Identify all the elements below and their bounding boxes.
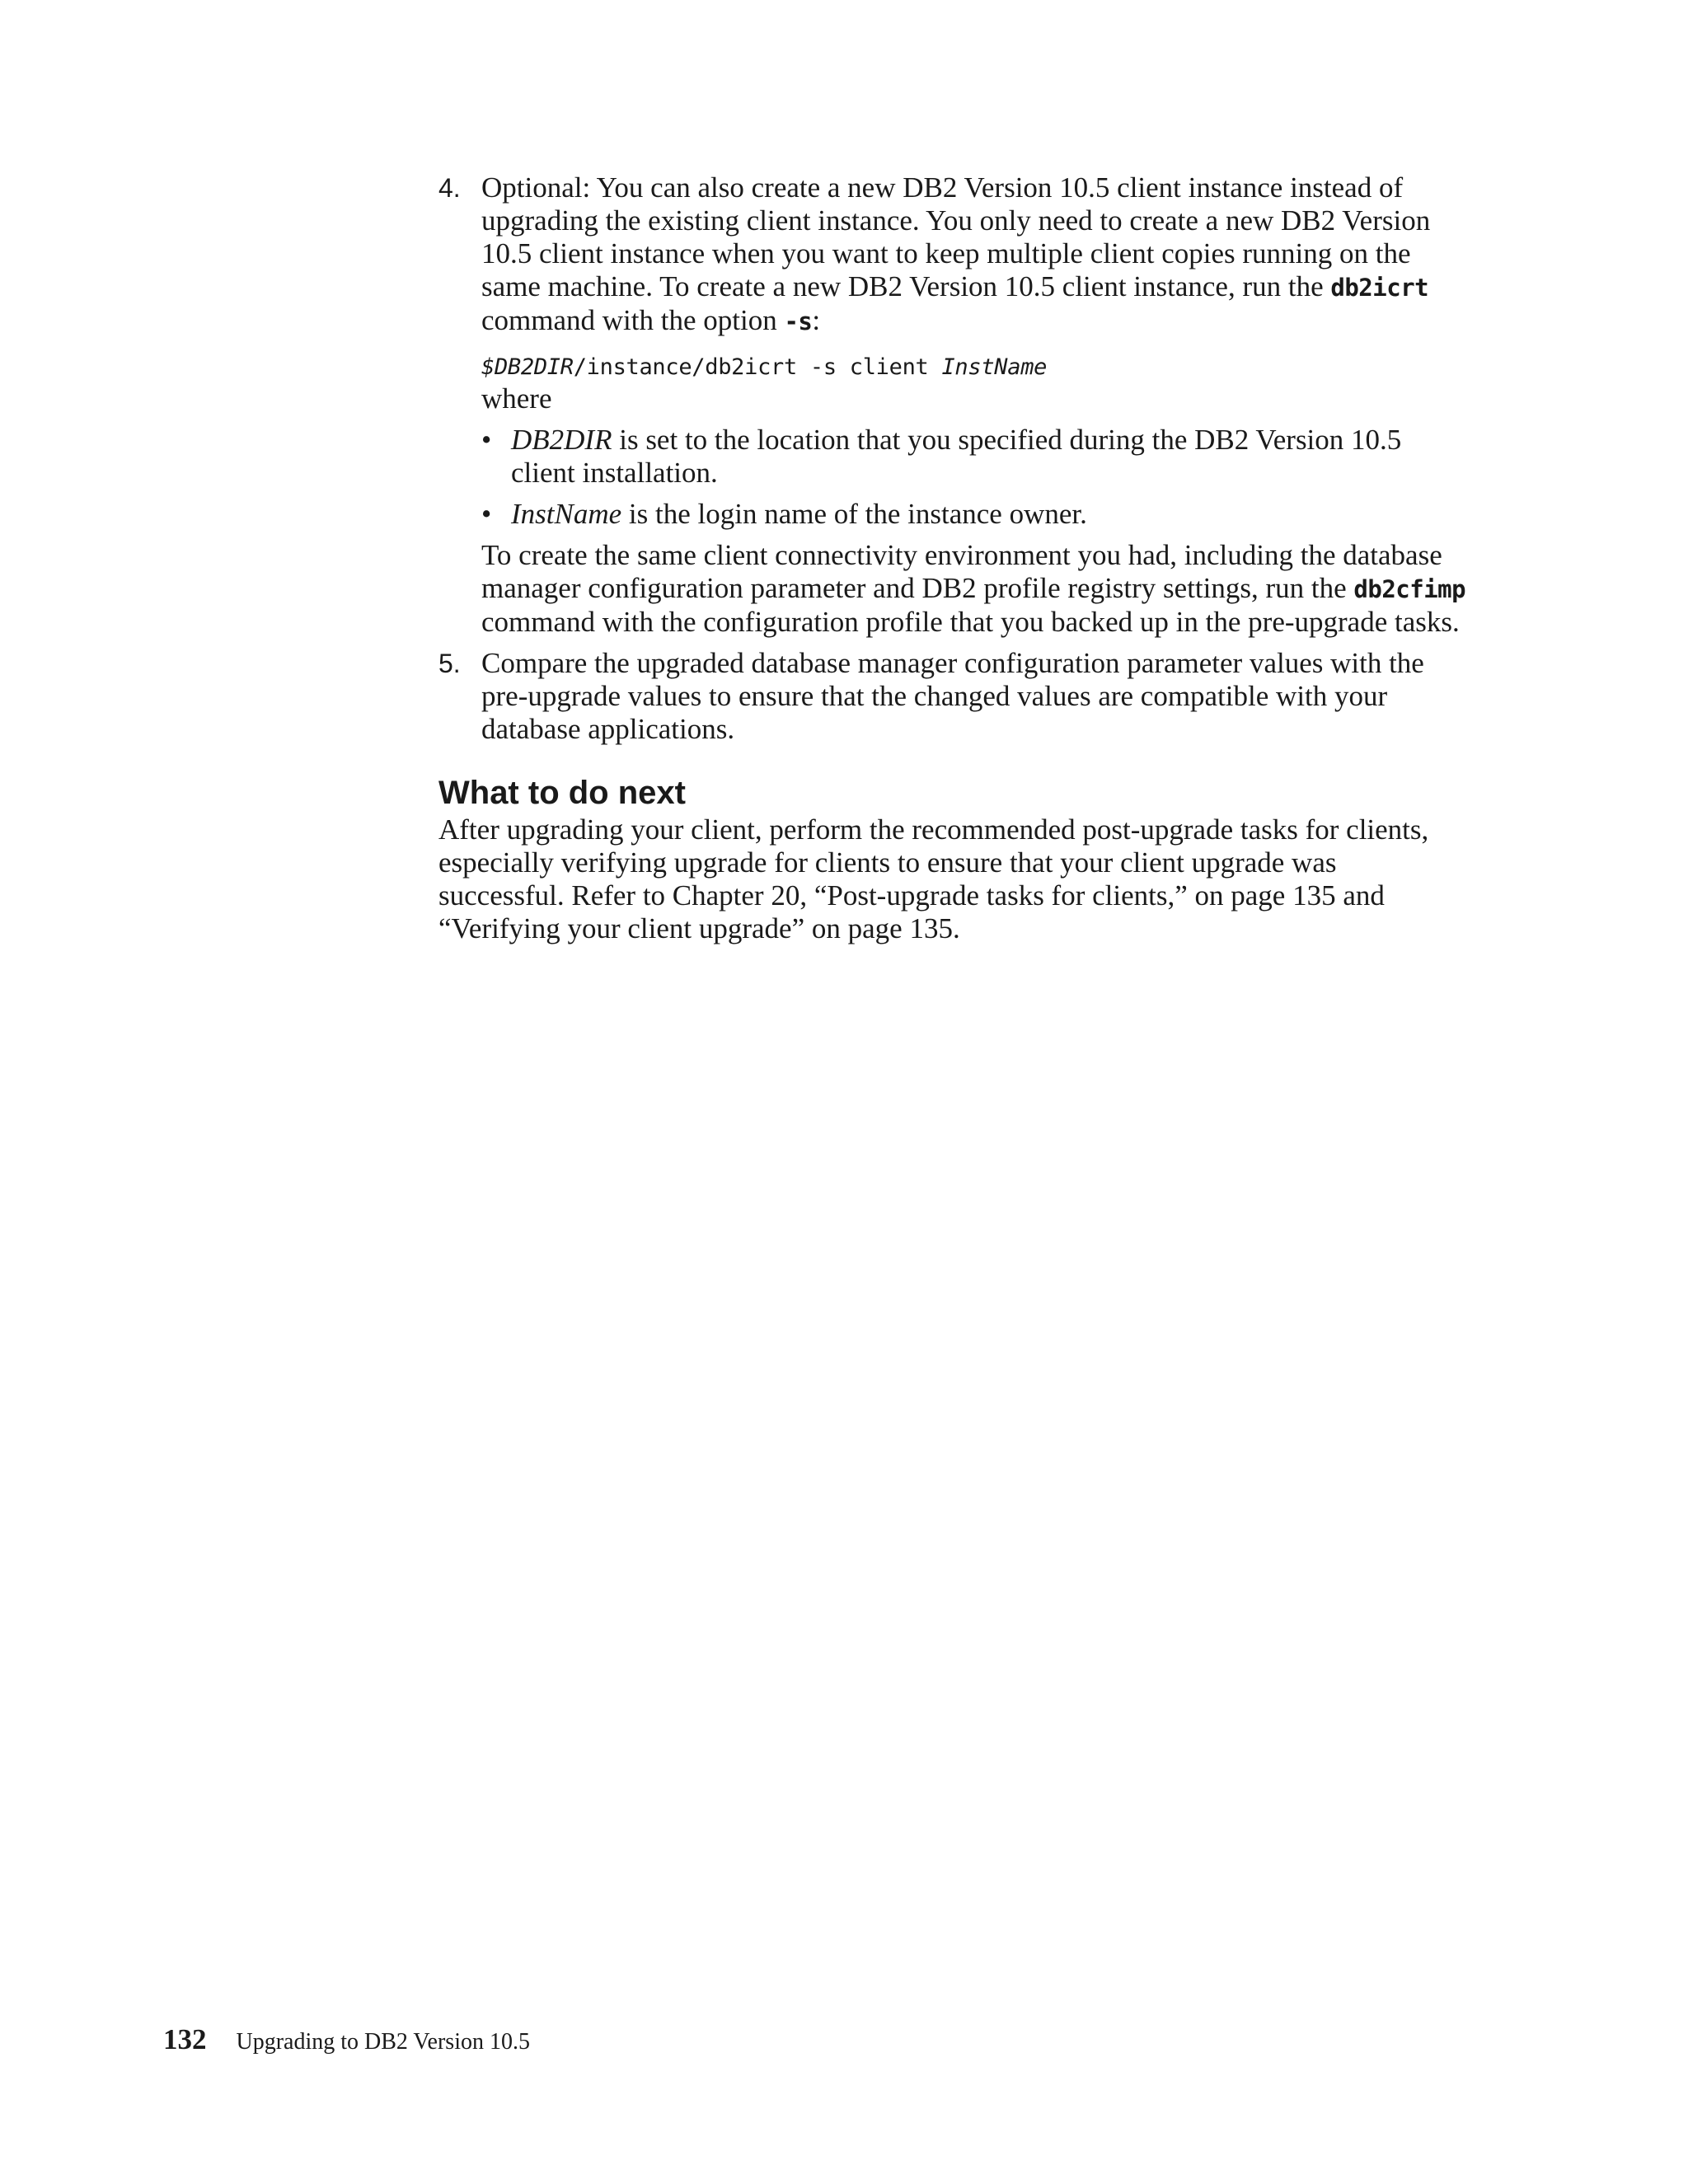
- book-title: Upgrading to DB2 Version 10.5: [236, 2029, 530, 2055]
- step-number: 4.: [438, 173, 461, 203]
- step-4: [438, 171, 1469, 639]
- bullet-icon: •: [481, 498, 492, 530]
- list-item: • DB2DIR is set to the location that you specified during the DB2 Version 10.5 client installation.: [481, 424, 1402, 489]
- command-name: db2icrt: [1330, 274, 1429, 302]
- variable-list: [481, 424, 1469, 531]
- step-5-text: Compare the upgraded database manager configuration parameter values with the pre-upgrade values to ensure that the changed values are compatible with your database applications.: [481, 647, 1424, 745]
- command-option: -s: [784, 307, 813, 335]
- list-item: • InstName is the login name of the instance owner.: [481, 498, 1087, 530]
- next-steps-paragraph: After upgrading your client, perform the recommended post-upgrade tasks for clients, especially verifying upgrade for clients to ensure that your client upgrade was successful. Refer to Chapter 20, “Post-upgrade tasks for clients,” on page 135 and “Verifying your client upgrade” on page 135.: [438, 813, 1429, 944]
- section-heading: What to do next: [438, 775, 686, 811]
- step-4-intro: Optional: You can also create a new DB2 Version 10.5 client instance instead of upgrading the existing client instance. You only need to create a new DB2 Version 10.5 client instance when you want to keep multiple client copies running on the same machine. To create a new DB2 Version 10.5 client instance, run the db2icrt command with the option -s:: [481, 171, 1431, 336]
- page-footer: [163, 2023, 530, 2056]
- page-content: [438, 171, 1469, 945]
- bullet-icon: •: [481, 424, 492, 456]
- step-number: 5.: [438, 649, 461, 678]
- command-name: db2cfimp: [1353, 575, 1466, 603]
- step-5: [438, 647, 1469, 746]
- where-label: where: [481, 382, 552, 415]
- connectivity-paragraph: To create the same client connectivity environment you had, including the database manager configuration parameter and DB2 profile registry settings, run the db2cfimp command with the configuration profile that you backed up in the pre-upgrade tasks.: [481, 539, 1466, 638]
- command-example: $DB2DIR/instance/db2icrt -s client InstName: [481, 354, 1048, 380]
- page-number: 132: [163, 2023, 207, 2055]
